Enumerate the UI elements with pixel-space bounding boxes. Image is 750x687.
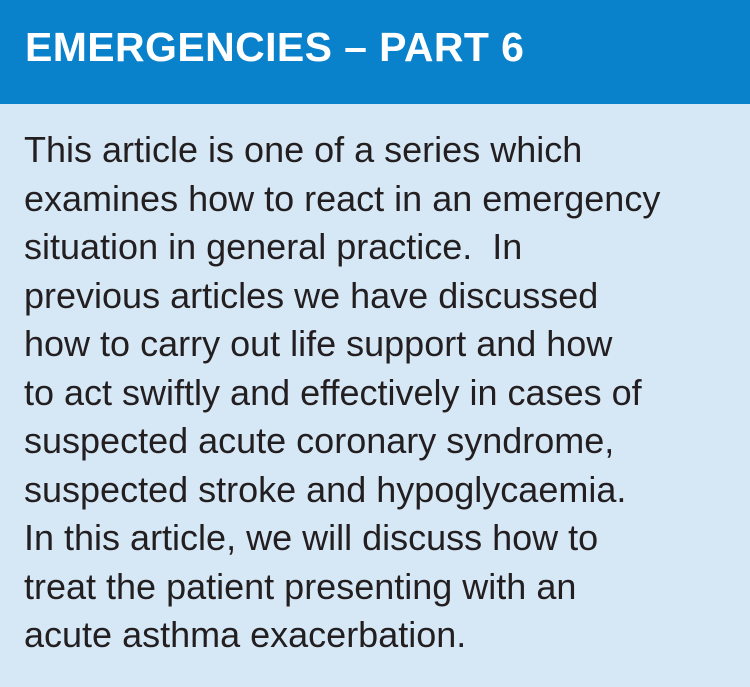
intro-text-line: situation in general practice. In <box>24 226 523 267</box>
intro-text-line: In this article, we will discuss how to <box>24 517 599 558</box>
intro-text-line: examines how to react in an emergency <box>24 177 661 219</box>
intro-text-line: acute asthma exacerbation. <box>24 614 467 655</box>
intro-text <box>24 126 740 660</box>
intro-text-line: This article is one of a series which <box>24 129 583 170</box>
intro-text-line: to act swiftly and effectively in cases of <box>24 371 642 413</box>
intro-text-line: previous articles we have discussed <box>24 274 599 316</box>
header-banner <box>0 0 750 104</box>
intro-text-line: treat the patient presenting with an <box>24 565 577 607</box>
intro-text-line: suspected acute coronary syndrome, <box>24 420 615 461</box>
intro-text-line: how to carry out life support and how <box>24 323 613 364</box>
intro-text-line: suspected stroke and hypoglycaemia. <box>24 468 627 510</box>
header-title: EMERGENCIES – PART 6 <box>25 24 525 70</box>
